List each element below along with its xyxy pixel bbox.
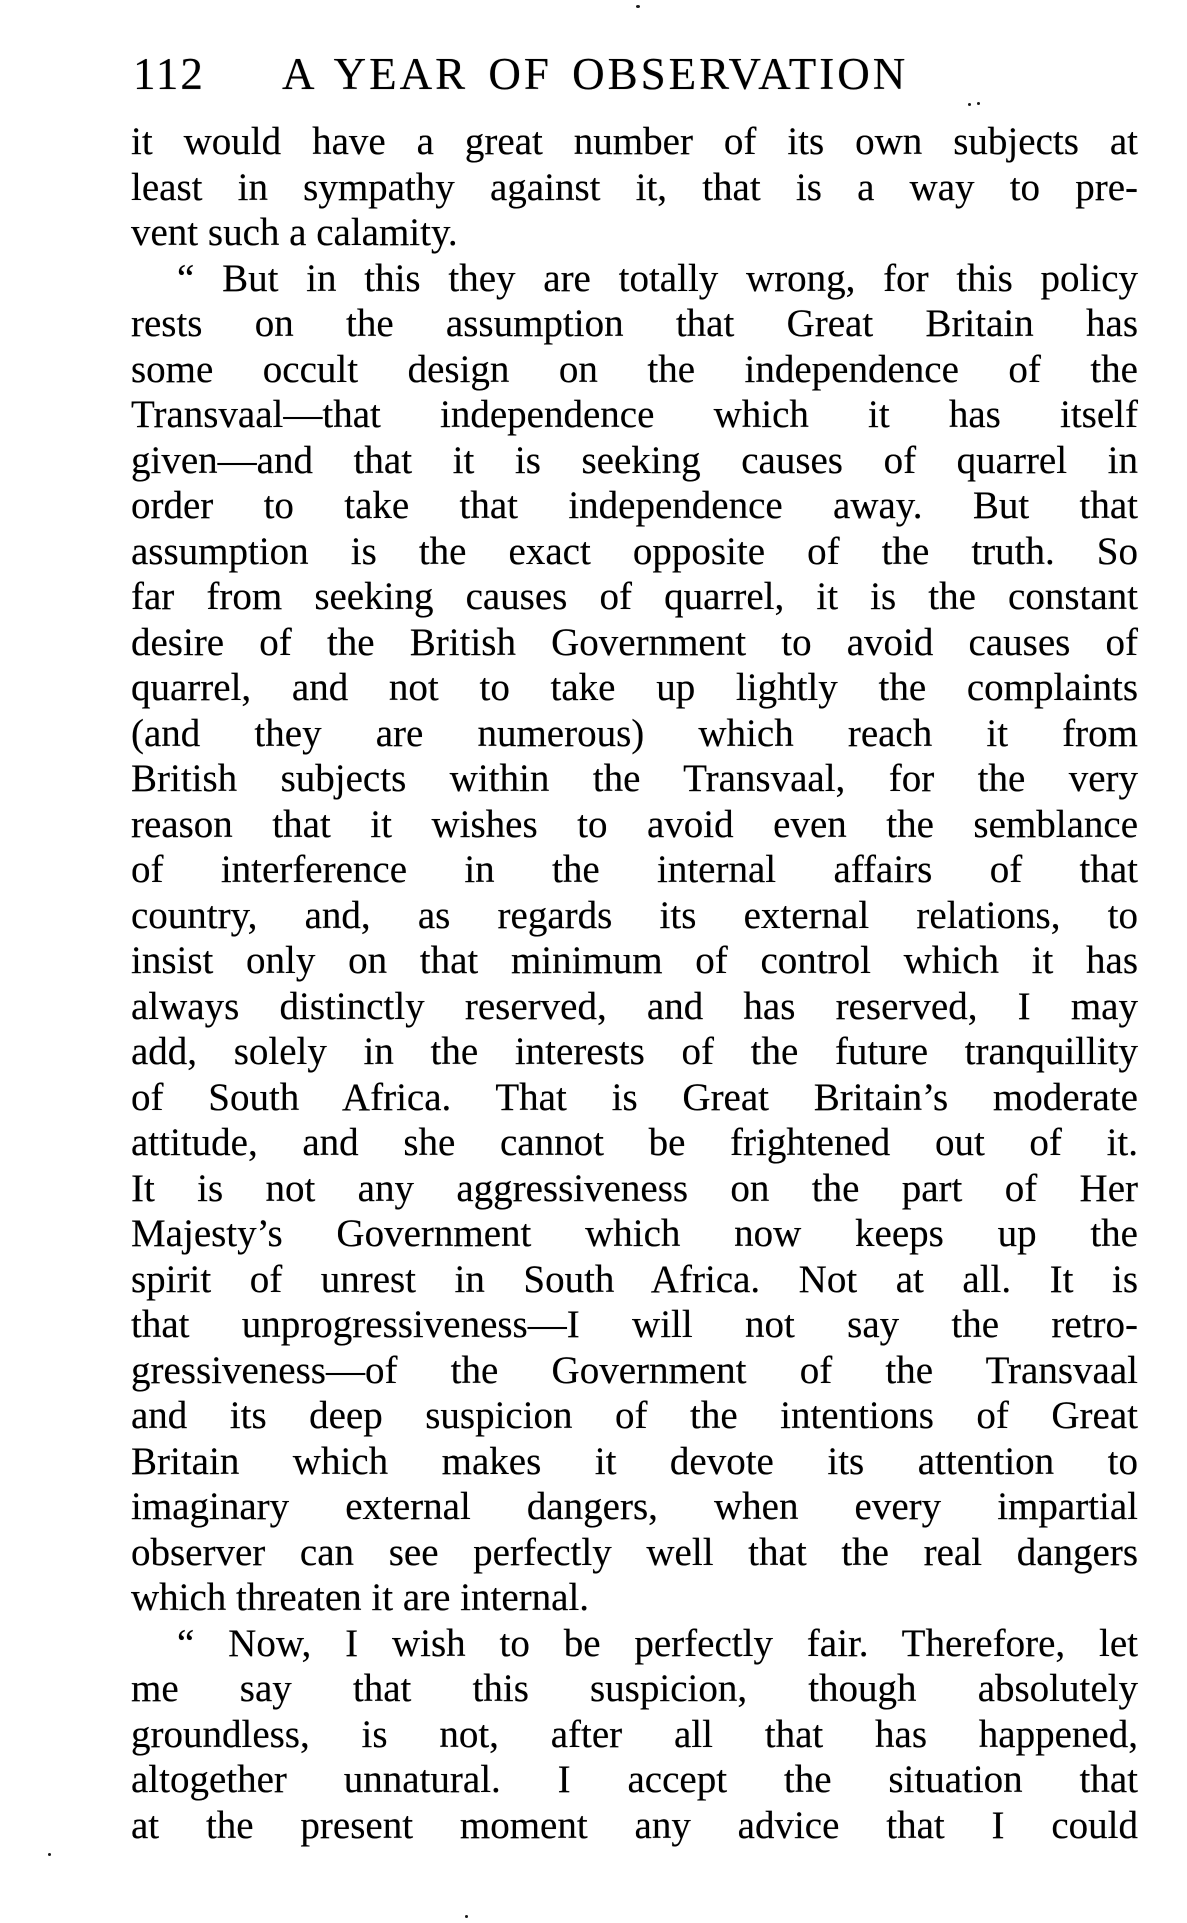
text-line: British subjects within the Transvaal, for the very [131, 757, 1138, 800]
paragraph-1 [131, 119, 1138, 256]
text-line: least in sympathy against it, that is a way to pre- [131, 165, 1138, 209]
text-line: groundless, is not, after all that has happened, [131, 1712, 1138, 1756]
text-line: me say that this suspicion, though absolutely [131, 1667, 1138, 1710]
text-block [131, 119, 1138, 1848]
text-line: of South Africa. That is Great Britain’s moderate [131, 1075, 1138, 1119]
text-line: reason that it wishes to avoid even the semblance [131, 802, 1138, 846]
text-line: It is not any aggressiveness on the part of Her [131, 1166, 1138, 1210]
text-line: “ But in this they are totally wrong, for this policy [177, 256, 1138, 300]
text-line: which threaten it are internal. [131, 1576, 590, 1619]
page-number: 112 [133, 49, 205, 99]
text-line: imaginary external dangers, when every impartial [131, 1485, 1138, 1528]
text-line: gressiveness—of the Government of the Transvaal [131, 1348, 1138, 1392]
text-line: always distinctly reserved, and has reserved, I may [131, 984, 1138, 1028]
text-line: Transvaal—that independence which it has itself [131, 393, 1138, 436]
text-line: it would have a great number of its own subjects at [131, 120, 1138, 163]
text-line: observer can see perfectly well that the real dangers [131, 1530, 1138, 1574]
text-line: altogether unnatural. I accept the situation that [131, 1758, 1138, 1801]
text-line: insist only on that minimum of control which it has [131, 939, 1138, 982]
text-line: add, solely in the interests of the future tranquillity [131, 1030, 1138, 1073]
text-line: that unprogressiveness—I will not say the retro- [131, 1303, 1138, 1346]
paragraph-2 [131, 256, 1138, 1621]
text-line: order to take that independence away. But that [131, 484, 1138, 527]
text-line: vent such a calamity. [131, 211, 458, 254]
text-line: far from seeking causes of quarrel, it is the constant [131, 575, 1138, 618]
text-line: desire of the British Government to avoid causes of [131, 620, 1138, 664]
text-line: spirit of unrest in South Africa. Not at all. It is [131, 1257, 1138, 1301]
scan-speck [968, 103, 971, 106]
text-line: rests on the assumption that Great Britain has [131, 302, 1138, 345]
text-line: country, and, as regards its external relations, to [131, 893, 1138, 937]
text-line: assumption is the exact opposite of the truth. So [131, 529, 1138, 573]
running-header-title: A YEAR OF OBSERVATION [282, 49, 909, 99]
text-line: and its deep suspicion of the intentions of Great [131, 1394, 1138, 1437]
text-line: (and they are numerous) which reach it from [131, 711, 1138, 755]
text-line: some occult design on the independence of the [131, 347, 1138, 391]
scan-speck [977, 102, 980, 105]
text-line: “ Now, I wish to be perfectly fair. Therefore, let [177, 1621, 1138, 1665]
scan-speck [465, 1915, 468, 1918]
text-line: of interference in the internal affairs of that [131, 848, 1138, 891]
text-line: attitude, and she cannot be frightened out of it. [131, 1121, 1138, 1164]
text-line: Britain which makes it devote its attention to [131, 1439, 1138, 1483]
text-line: Majesty’s Government which now keeps up the [131, 1212, 1138, 1255]
text-line: quarrel, and not to take up lightly the complaints [131, 666, 1138, 709]
text-line: at the present moment any advice that I could [131, 1803, 1138, 1847]
paragraph-3 [131, 1621, 1138, 1849]
scan-speck [48, 1853, 51, 1856]
text-line: given—and that it is seeking causes of quarrel in [131, 438, 1138, 482]
scan-speck [636, 5, 640, 8]
